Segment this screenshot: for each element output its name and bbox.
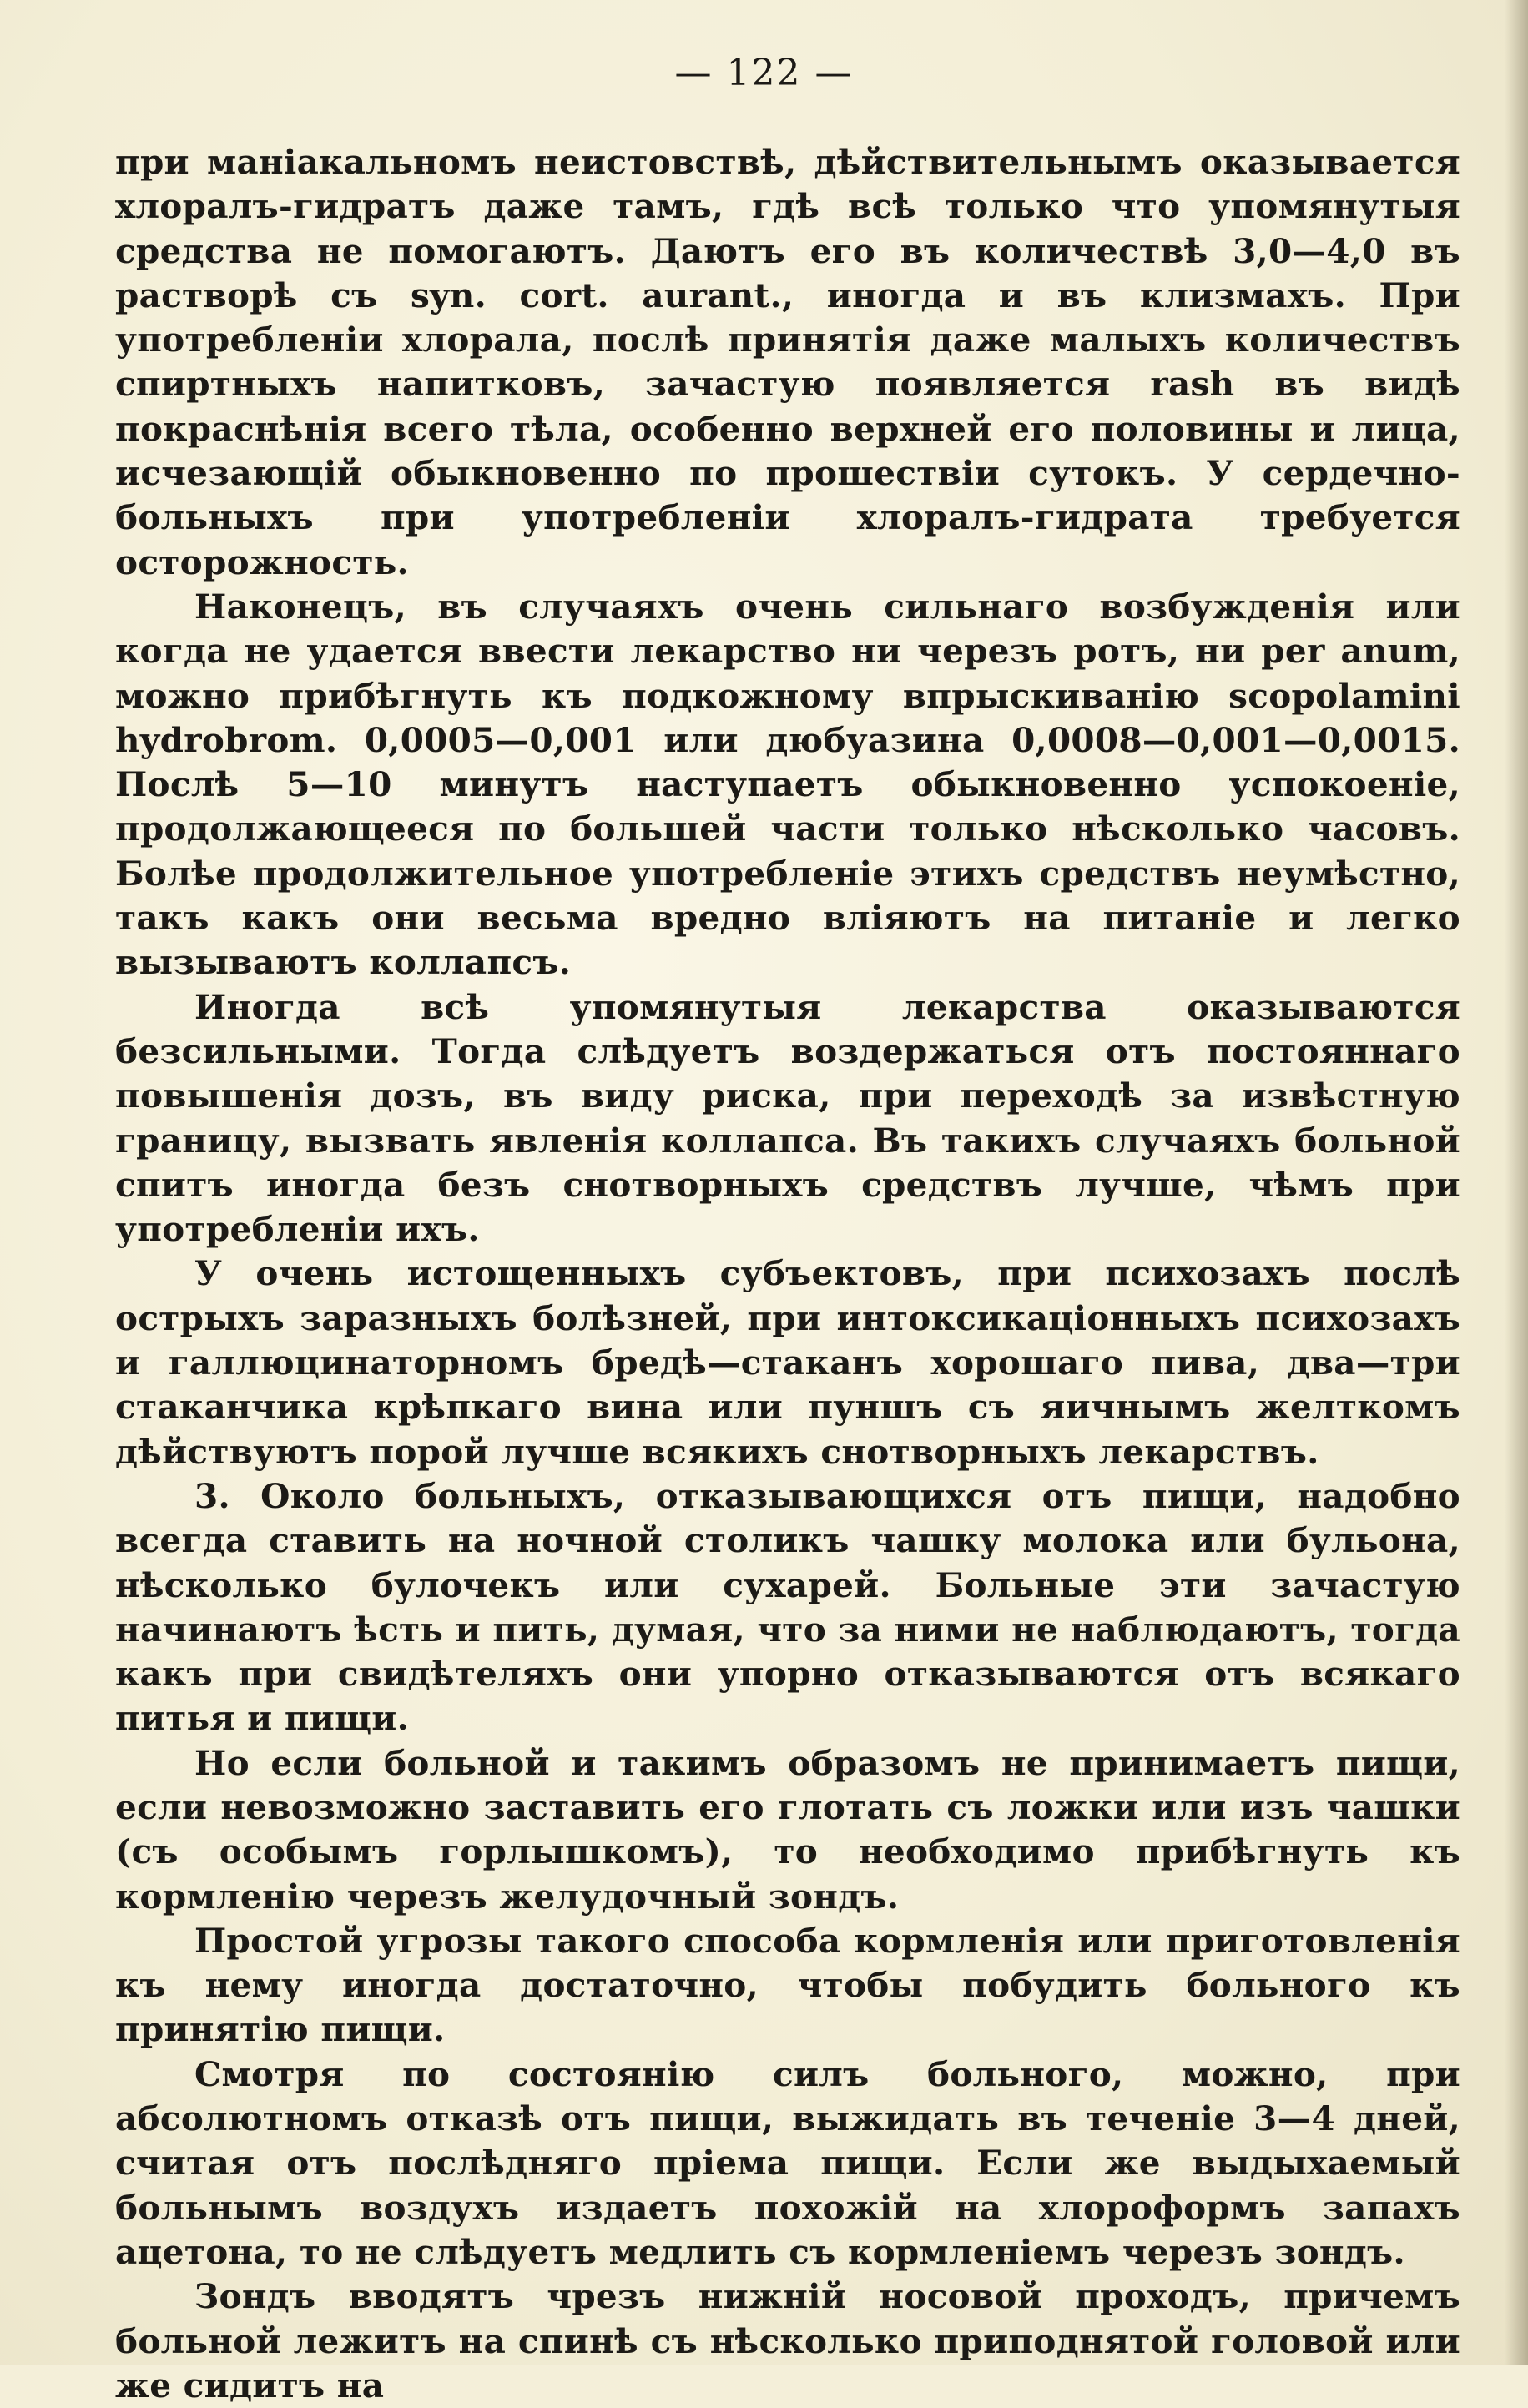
paragraph-threat: Простой угрозы такого способа кормленія или приготовленія къ нему иногда достаточно, чтобы побудить больного къ принятію пищи. [115,1920,1460,2050]
page-edge-shadow [1505,0,1528,2365]
paragraph-food-refusal: 3. Около больныхъ, отказывающихся отъ пищи, надобно всегда ставить на ночной столикъ чашку молока или бульона, нѣсколько булочекъ или сухарей. Больные эти зачастую начинаютъ ѣсть и пить, думая, что за ними не наблюдаютъ, тогда какъ при свидѣтеляхъ они упорно отказываются отъ всякаго питья и пищи. [115,1475,1460,1739]
paragraph-waiting: Смотря по состоянію силъ больного, можно, при абсолютномъ отказѣ отъ пищи, выжидать въ теченіе 3—4 дней, считая отъ послѣдняго пріема пищи. Если же выдыхаемый больнымъ воздухъ издаетъ похожій на хлороформъ запахъ ацетона, то не слѣдуетъ медлить съ кормленіемъ черезъ зондъ. [115,2053,1460,2272]
body-text [115,140,1460,2408]
paragraph-tube-feeding: Но если больной и такимъ образомъ не принимаетъ пищи, если невозможно заставить его глотать съ ложки или изъ чашки (съ особымъ горлышкомъ), то необходимо прибѣгнуть къ кормленію черезъ желудочный зондъ. [115,1742,1460,1917]
paragraph-exhausted-subjects: У очень истощенныхъ субъектовъ, при психозахъ послѣ острыхъ заразныхъ болѣзней, при интоксикаціонныхъ психозахъ и галлюцинаторномъ бредѣ—стаканъ хорошаго пива, два—три стаканчика крѣпкаго вина или пуншъ съ яичнымъ желткомъ дѣйствуютъ порой лучше всякихъ снотворныхъ лекарствъ. [115,1253,1460,1472]
paragraph-probe-insertion: Зондъ вводятъ чрезъ нижній носовой проходъ, причемъ больной лежитъ на спинѣ съ нѣсколько приподнятой головой или же сидитъ на [115,2276,1460,2405]
paragraph-ineffective-drugs: Иногда всѣ упомянутыя лекарства оказываются безсильными. Тогда слѣдуетъ воздержаться отъ постояннаго повышенія дозъ, въ виду риска, при переходѣ за извѣстную границу, вызвать явленія коллапса. Въ такихъ случаяхъ больной спитъ иногда безъ снотворныхъ средствъ лучше, чѣмъ при употребленіи ихъ. [115,986,1460,1250]
paragraph-chloral-hydrate: при маніакальномъ неистовствѣ, дѣйствительнымъ оказывается хлоралъ-гидратъ даже тамъ, гдѣ всѣ только что упомянутыя средства не помогаютъ. Даютъ его въ количествѣ 3,0—4,0 въ растворѣ съ syn. cort. aurant., иногда и въ клизмахъ. При употребленіи хлорала, послѣ принятія даже малыхъ количествъ спиртныхъ напитковъ, зачастую появляется rash въ видѣ покраснѣнія всего тѣла, особенно верхней его половины и лица, исчезающій обыкновенно по прошествіи сутокъ. У сердечно-больныхъ при употребленіи хлоралъ-гидрата требуется осторожность. [115,142,1460,582]
page-number: — 122 — [674,52,854,94]
paragraph-scopolamine: Наконецъ, въ случаяхъ очень сильнаго возбужденія или когда не удается ввести лекарство ни черезъ ротъ, ни per anum, можно прибѣгнуть къ подкожному впрыскиванію scopolamini hydrobrom. 0,0005—0,001 или дюбуазина 0,0008—0,001—0,0015. Послѣ 5—10 минутъ наступаетъ обыкновенно успокоеніе, продолжающееся по большей части только нѣсколько часовъ. Болѣе продолжительное употребленіе этихъ средствъ неумѣстно, такъ какъ они весьма вредно вліяютъ на питаніе и легко вызываютъ коллапсъ. [115,586,1460,983]
